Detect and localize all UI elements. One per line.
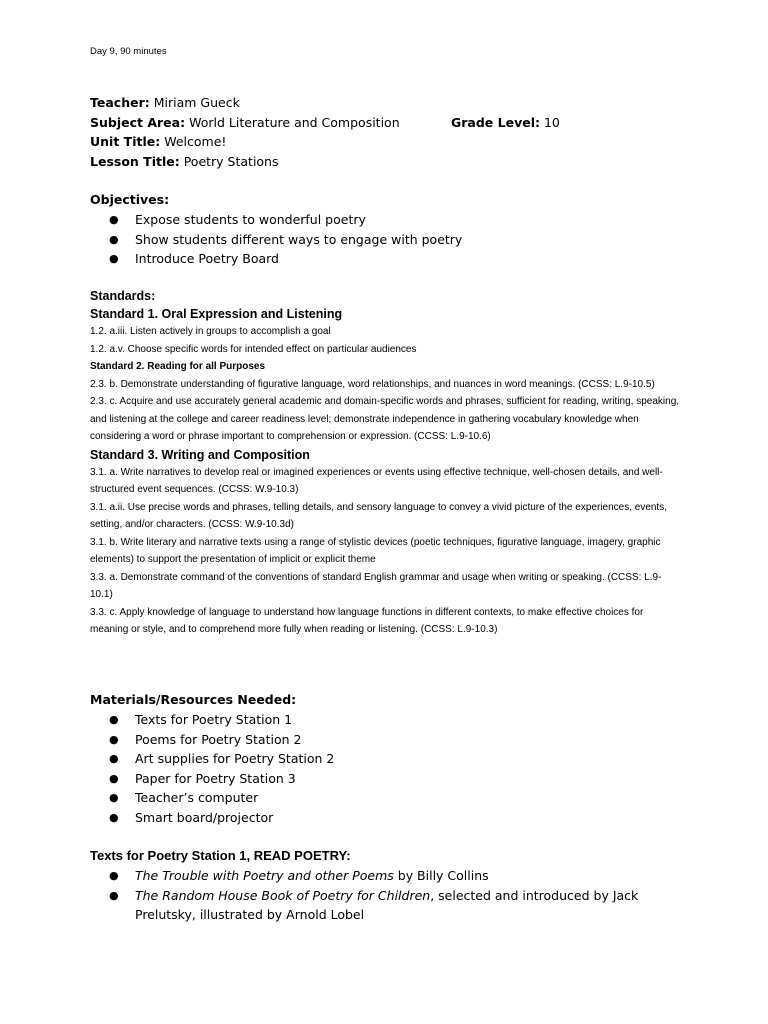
bullet-icon: ● [109, 752, 119, 766]
list-item: ● Show students different ways to engage with poetry [90, 230, 690, 250]
standard-1-heading: Standard 1. Oral Expression and Listening [90, 307, 343, 321]
list-item: ● Introduce Poetry Board [90, 249, 690, 269]
book-credit: by Billy Collins [393, 868, 489, 883]
standards-section [90, 287, 680, 639]
lesson-value: Poetry Stations [183, 153, 279, 169]
station-1-texts-section [90, 846, 690, 925]
bullet-icon: ● [109, 232, 119, 246]
subject-value: World Literature and Composition [189, 114, 400, 130]
standard-line: 3.1. a.ii. Use precise words and phrases, telling details, and sensory language to convey a vivid picture of the experiences, events, setting, and/or characters. (CCSS: W.9-10.3d) [90, 501, 667, 530]
standard-line: 2.3. c. Acquire and use accurately general academic and domain-specific words and phrases, sufficient for reading, writing, speaking, and listening at the college and career readiness level; demonstrate independence in gathering vocabulary knowledge when considering a word or phrase important to comprehension or expression. (CCSS: L.9-10.6) [90, 396, 680, 442]
bullet-icon: ● [109, 713, 119, 726]
objectives-list [90, 210, 690, 269]
bullet-icon: ● [109, 888, 119, 902]
teacher-label: Teacher: [90, 95, 150, 110]
list-item: ● Art supplies for Poetry Station 2 [90, 749, 690, 769]
grade-label: Grade Level: [451, 114, 540, 130]
bullet-icon: ● [109, 771, 119, 785]
day-duration-note: Day 9, 90 minutes [90, 46, 167, 57]
bullet-icon: ● [109, 810, 119, 824]
list-item: ● Paper for Poetry Station 3 [90, 769, 690, 789]
subject-label: Subject Area: [90, 114, 186, 130]
unit-row [90, 132, 690, 152]
list-item: ● Expose students to wonderful poetry [90, 210, 690, 230]
standard-line: 3.1. a. Write narratives to develop real or imagined experiences or events using effective technique, well-chosen details, and well-structured event sequences. (CCSS: W.9-10.3) [90, 466, 663, 495]
list-item [90, 886, 690, 925]
book-title: The Trouble with Poetry and other Poems [135, 868, 394, 883]
teacher-row [90, 93, 690, 113]
book-credit: , selected and introduced by Jack Prelutsky, illustrated by Arnold Lobel [135, 887, 639, 922]
materials-list [90, 710, 690, 828]
bullet-icon: ● [109, 213, 119, 226]
objectives-section [90, 190, 690, 269]
materials-heading: Materials/Resources Needed: [90, 692, 297, 707]
lesson-label: Lesson Title: [90, 153, 180, 169]
standard-line: 1.2. a.v. Choose specific words for intended effect on particular audiences [90, 343, 417, 355]
lesson-info [90, 93, 690, 171]
standard-line: 1.2. a.iii. Listen actively in groups to accomplish a goal [90, 326, 331, 337]
list-item [90, 866, 690, 886]
materials-section [90, 690, 690, 828]
standard-line: 3.1. b. Write literary and narrative texts using a range of stylistic devices (poetic techniques, figurative language, imagery, graphic elements) to support the presentation of implicit or explicit theme [90, 536, 661, 565]
unit-value: Welcome! [164, 134, 227, 149]
teacher-value: Miriam Gueck [153, 95, 240, 110]
list-item: ● Smart board/projector [90, 808, 690, 828]
standard-2-heading: Standard 2. Reading for all Purposes [90, 361, 266, 372]
list-item: ● Poems for Poetry Station 2 [90, 730, 690, 750]
list-item: ● Texts for Poetry Station 1 [90, 710, 690, 730]
standard-line: 3.3. c. Apply knowledge of language to understand how language functions in different contexts, to make effective choices for meaning or style, and to comprehend more fully when reading or listening. (CCSS: L.9-10.3) [90, 606, 644, 635]
lesson-row [90, 152, 690, 172]
bullet-icon: ● [109, 252, 119, 266]
standard-line: 3.3. a. Demonstrate command of the conventions of standard English grammar and usage when writing or speaking. (CCSS: L.9-10.1) [90, 571, 662, 600]
bullet-icon: ● [109, 791, 119, 805]
subject-row [90, 113, 690, 133]
objectives-heading: Objectives: [90, 192, 170, 207]
book-title: The Random House Book of Poetry for Children [135, 887, 431, 903]
list-item: ● Teacher’s computer [90, 788, 690, 808]
grade-level [451, 113, 560, 133]
station-1-texts-list [90, 866, 690, 925]
standards-heading: Standards: [90, 289, 156, 303]
station-1-texts-heading: Texts for Poetry Station 1, READ POETRY: [90, 848, 351, 863]
standard-line: 2.3. b. Demonstrate understanding of figurative language, word relationships, and nuances in word meanings. (CCSS: L.9-10.5) [90, 378, 655, 390]
grade-value: 10 [543, 114, 560, 130]
bullet-icon: ● [109, 732, 119, 746]
bullet-icon: ● [109, 869, 119, 882]
standard-3-heading: Standard 3. Writing and Composition [90, 447, 310, 462]
unit-label: Unit Title: [90, 134, 161, 149]
